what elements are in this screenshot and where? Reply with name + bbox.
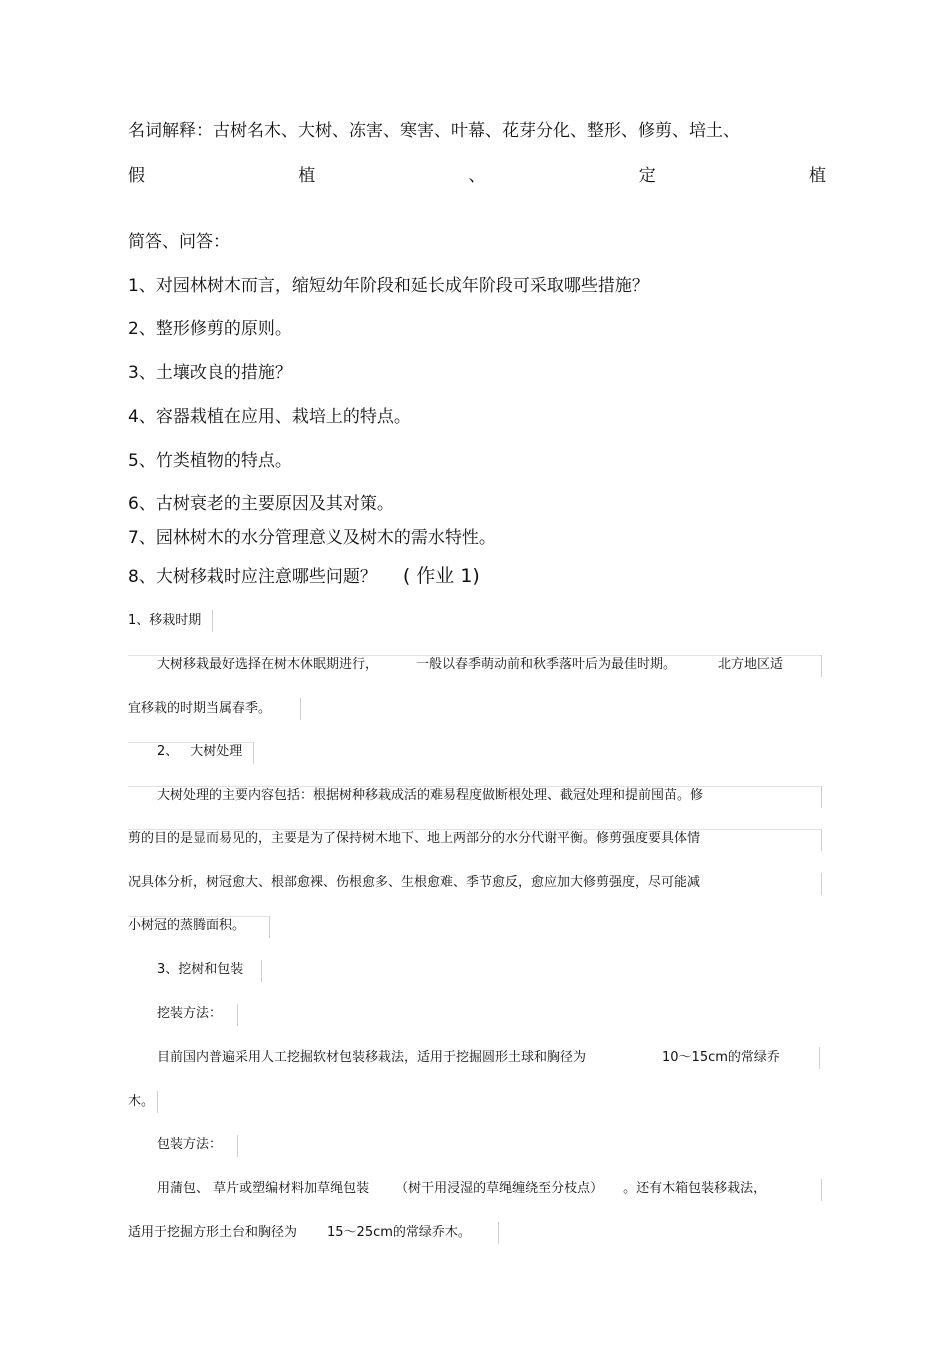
section-1-title: 1、移栽时期: [128, 613, 202, 628]
qa-heading: 简答、问答：: [128, 232, 230, 252]
frame-tick: [212, 610, 213, 632]
frame-line: [128, 829, 822, 830]
question-4: 4、容器栽植在应用、栽培上的特点。: [128, 407, 411, 427]
frame-tick: [261, 960, 262, 982]
spread-char-1: 假: [128, 166, 145, 186]
frame-tick: [300, 698, 301, 720]
frame-line: [128, 916, 270, 917]
frame-tick: [157, 1091, 158, 1113]
spread-char-5: 植: [809, 166, 826, 186]
pack-text-b: （树干用浸湿的草绳缠绕至分枝点）: [395, 1181, 604, 1196]
question-7: 7、园林树木的水分管理意义及树木的需水特性。: [128, 528, 496, 548]
spread-char-3: 、: [468, 166, 486, 186]
pack-text-a: 用蒲包、 草片或塑编材料加草绳包装: [157, 1181, 370, 1196]
frame-line: [128, 786, 822, 787]
frame-tick: [269, 916, 270, 938]
frame-tick: [819, 1047, 820, 1069]
pack-text-c: 。还有木箱包装移栽法，: [623, 1181, 767, 1196]
frame-line: [128, 655, 822, 656]
pack-method-label: 包装方法：: [157, 1137, 223, 1152]
dig-method-label: 挖装方法：: [157, 1006, 223, 1021]
pack-method-line-2: [128, 1225, 471, 1241]
section-3-title: 3、挖树和包装: [157, 962, 244, 977]
section-2-line-4: 小树冠的蒸腾面积。: [128, 918, 246, 933]
s1-text-a: 大树移栽最好选择在树木休眠期进行，: [157, 657, 379, 672]
frame-tick: [498, 1222, 499, 1244]
question-6: 6、古树衰老的主要原因及其对策。: [128, 494, 394, 514]
section-2-line-1: 大树处理的主要内容包括：根据树种移栽成活的难易程度做断根处理、截冠处理和提前囤苗。修: [157, 788, 704, 803]
question-8-text: 8、大树移栽时应注意哪些问题？: [128, 567, 377, 587]
spread-char-4: 定: [638, 166, 656, 186]
section-2-number: 2、: [157, 744, 179, 759]
homework-note: ( 作业 1): [402, 565, 480, 587]
pack-line2-a: 适用于挖掘方形土台和胸径为: [128, 1225, 298, 1240]
s1-text-b: 一般以春季萌动前和秋季落叶后为最佳时期。: [416, 657, 677, 672]
frame-tick: [237, 1135, 238, 1157]
dig-text-a: 目前国内普遍采用人工挖掘软材包装移栽法，适用于挖掘圆形土球和胸径为: [157, 1050, 587, 1065]
question-3: 3、土壤改良的措施？: [128, 363, 292, 383]
section-1-para-line-1: [157, 657, 783, 673]
frame-tick: [237, 1004, 238, 1026]
terms-heading: 名词解释：古树名木、大树、冻害、寒害、叶幕、花芽分化、整形、修剪、培土、: [128, 121, 740, 141]
spread-char-2: 植: [298, 166, 316, 186]
terms-spread-line: [128, 166, 826, 186]
question-1: 1、对园林树木而言，缩短幼年阶段和延长成年阶段可采取哪些措施？: [128, 276, 649, 296]
dig-text-b: 10～15cm的常绿乔: [662, 1050, 780, 1065]
question-5: 5、竹类植物的特点。: [128, 451, 292, 471]
section-2-line-2: 剪的目的是显而易见的，主要是为了保持树木地下、地上两部分的水分代谢平衡。修剪强度要具体情: [128, 831, 701, 846]
frame-tick: [253, 742, 254, 764]
dig-method-line-1: [157, 1050, 780, 1066]
frame-tick: [821, 829, 822, 851]
section-2-title: [157, 744, 242, 760]
question-2: 2、整形修剪的原则。: [128, 319, 292, 339]
section-1-para-line-2: 宜移栽的时期当属春季。: [128, 701, 272, 716]
section-2-label: 大树处理: [190, 744, 243, 759]
pack-method-line-1: [157, 1181, 766, 1197]
s1-text-c: 北方地区适: [718, 657, 784, 672]
dig-method-line-2: 木。: [128, 1094, 155, 1109]
frame-tick: [821, 786, 822, 808]
frame-tick: [821, 873, 822, 895]
question-8: [128, 566, 480, 587]
frame-tick: [821, 655, 822, 677]
frame-line: [128, 742, 254, 743]
section-2-line-3: 况具体分析，树冠愈大、根部愈裸、伤根愈多、生根愈难、季节愈反，愈应加大修剪强度，尽可能减: [128, 875, 701, 890]
frame-tick: [821, 1179, 822, 1201]
pack-line2-b: 15～25cm的常绿乔木。: [327, 1225, 471, 1240]
